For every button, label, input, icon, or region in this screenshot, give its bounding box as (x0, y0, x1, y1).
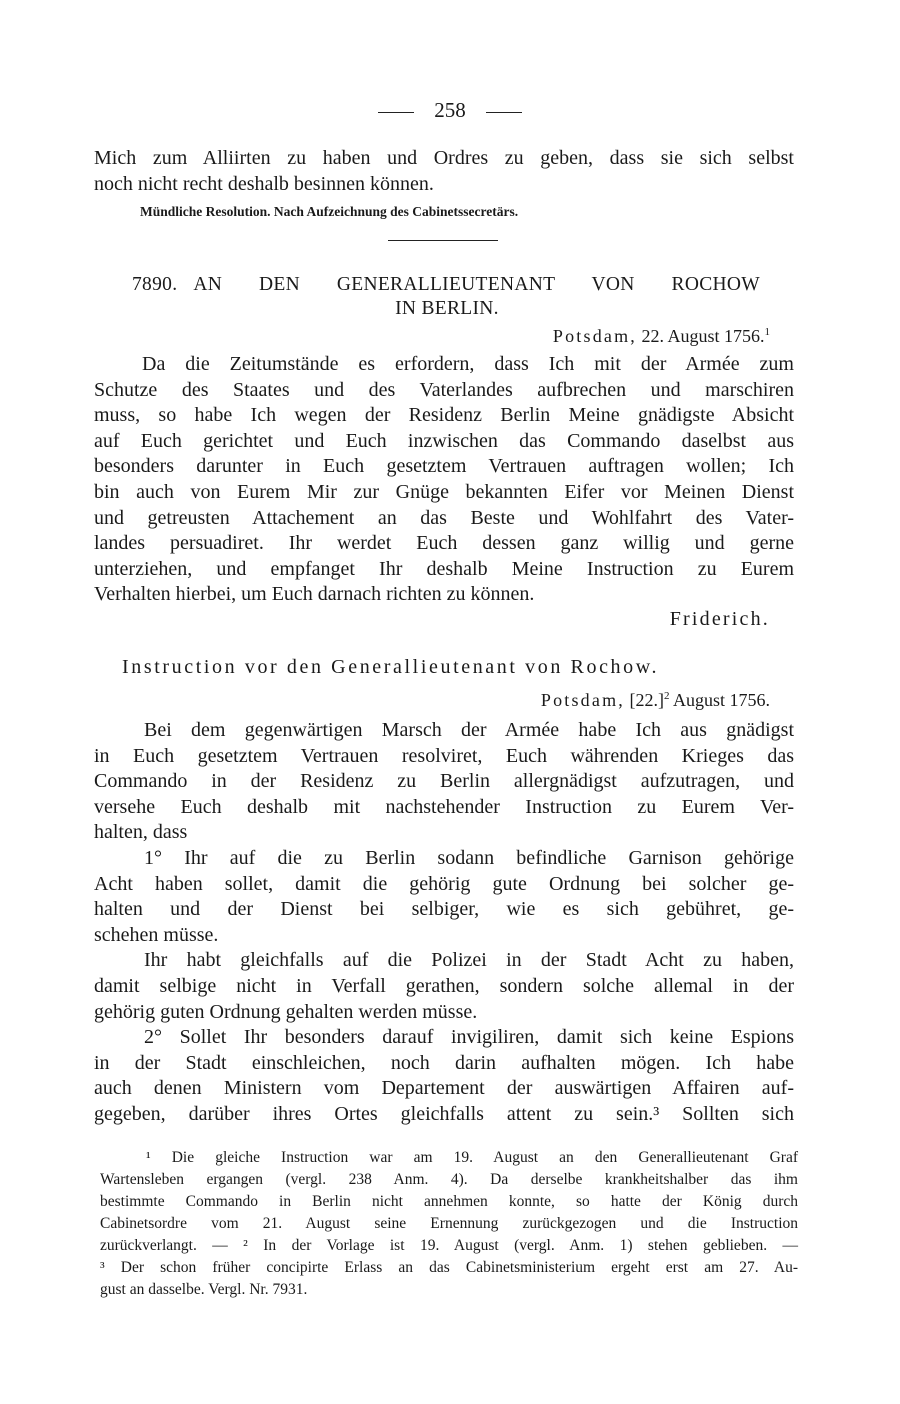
letter-title-line2: IN BERLIN. (395, 298, 499, 319)
footnote-line: zurückverlangt. — ² In der Vorlage ist 19. August (vergl. Anm. 1) stehen geblieben. — (100, 1237, 798, 1254)
text-line: halten, dass (94, 821, 188, 844)
text-line: in der Stadt einschleichen, noch darin aufhalten mögen. Ich habe (94, 1051, 794, 1074)
signature: Friderich. (669, 608, 770, 630)
letter-place: Potsdam, (552, 326, 637, 346)
section-divider (388, 240, 498, 241)
text-line: halten und der Dienst bei selbiger, wie es sich gebühret, ge- (94, 898, 794, 921)
text-line: landes persuadiret. Ihr werdet Euch dessen ganz willig und gerne (94, 532, 794, 555)
letter-date: 22. August 1756. (641, 326, 765, 346)
text-line: noch nicht recht deshalb besinnen können. (94, 172, 434, 195)
text-line: auch denen Ministern vom Departement der auswärtigen Affairen auf- (94, 1077, 794, 1100)
letter-dateline (553, 326, 770, 347)
footnote-line: gust an dasselbe. Vergl. Nr. 7931. (100, 1281, 308, 1298)
letter-body (94, 352, 794, 608)
letter-title (132, 273, 760, 321)
page-header (0, 98, 900, 123)
instruction-body (94, 718, 794, 1128)
text-line: Mich zum Alliirten zu haben und Ordres zu geben, dass sie sich selbst (94, 147, 794, 169)
instruction-dateline (541, 690, 770, 711)
letter-title-line1: AN DEN GENERALLIEUTENANT VON ROCHOW (193, 274, 760, 295)
text-line: bin auch von Eurem Mir zur Gnüge bekannten Eifer vor Meinen Dienst (94, 480, 794, 503)
text-line: damit selbige nicht in Verfall gerathen, sondern solche allemal in der (94, 974, 794, 997)
text-line: Da die Zeitumstände es erfordern, dass Ich mit der Armée zum (142, 353, 794, 375)
text-line: und getreusten Attachement an das Beste und Wohlfahrt des Vater- (94, 506, 794, 529)
instruction-date-note: 2 (663, 690, 670, 702)
text-line: in Euch gesetztem Vertrauen resolviret, Euch währenden Krieges das (94, 744, 794, 767)
text-line: besonders darunter in Euch gesetztem Vertrauen auftragen wollen; Ich (94, 455, 794, 478)
text-line: versehe Euch deshalb mit nachstehender Instruction zu Eurem Ver- (94, 795, 794, 818)
text-line: schehen müsse. (94, 923, 219, 946)
instruction-title: Instruction vor den Generallieutenant von Rochow. (122, 656, 660, 678)
text-line: Ihr habt gleichfalls auf die Polizei in der Stadt Acht zu haben, (144, 949, 794, 972)
footnote-line: ¹ Die gleiche Instruction war am 19. August an den Generallieutenant Graf (146, 1149, 798, 1166)
text-line: auf Euch gerichtet und Euch inzwischen das Commando daselbst aus (94, 429, 794, 452)
text-line: Acht haben sollet, damit die gehörig gute Ordnung bei solcher ge- (94, 872, 794, 895)
continuation-text (94, 146, 794, 197)
text-line: gegeben, darüber ihres Ortes gleichfalls attent zu sein.³ Sollten sich (94, 1102, 794, 1125)
text-line: 1° Ihr auf die zu Berlin sodann befindliche Garnison gehörige (144, 846, 794, 869)
letter-number: 7890. (132, 274, 178, 295)
letter-date-note: 1 (764, 326, 770, 338)
footnote-line: ³ Der schon früher concipirte Erlass an das Cabinetsministerium ergeht erst am 27. Au- (100, 1259, 798, 1276)
footnotes (100, 1147, 798, 1301)
instruction-date-rest: August 1756. (672, 690, 770, 710)
text-line: Verhalten hierbei, um Euch darnach richten zu können. (94, 583, 535, 606)
header-dash-left (378, 112, 414, 113)
source-note: Mündliche Resolution. Nach Aufzeichnung des Cabinetssecretärs. (140, 204, 519, 219)
footnote-line: Cabinetsordre vom 21. August seine Ernennung zurückgezogen und die Instruction (100, 1215, 798, 1232)
text-line: Schutze des Staates und des Vaterlandes aufbrechen und marschiren (94, 378, 794, 401)
text-line: unterziehen, und empfanget Ihr deshalb Meine Instruction zu Eurem (94, 557, 794, 580)
text-line: gehörig guten Ordnung gehalten werden müsse. (94, 1000, 478, 1023)
footnote-line: Wartensleben ergangen (vergl. 238 Anm. 4). Da derselbe krankheitshalber das ihm (100, 1171, 798, 1188)
text-line: Commando in der Residenz zu Berlin allergnädigst aufzutragen, und (94, 770, 794, 793)
instruction-place: Potsdam, (540, 690, 625, 710)
text-line: 2° Sollet Ihr besonders darauf invigiliren, damit sich keine Espions (144, 1026, 794, 1049)
text-line: Bei dem gegenwärtigen Marsch der Armée habe Ich aus gnädigst (144, 719, 794, 741)
text-line: muss, so habe Ich wegen der Residenz Berlin Meine gnädigste Absicht (94, 404, 794, 427)
footnote-line: bestimmte Commando in Berlin nicht annehmen konnte, so hatte der König durch (100, 1193, 798, 1210)
header-dash-right (486, 112, 522, 113)
instruction-date-bracket: [22.] (629, 690, 664, 710)
page-number: 258 (434, 98, 466, 122)
